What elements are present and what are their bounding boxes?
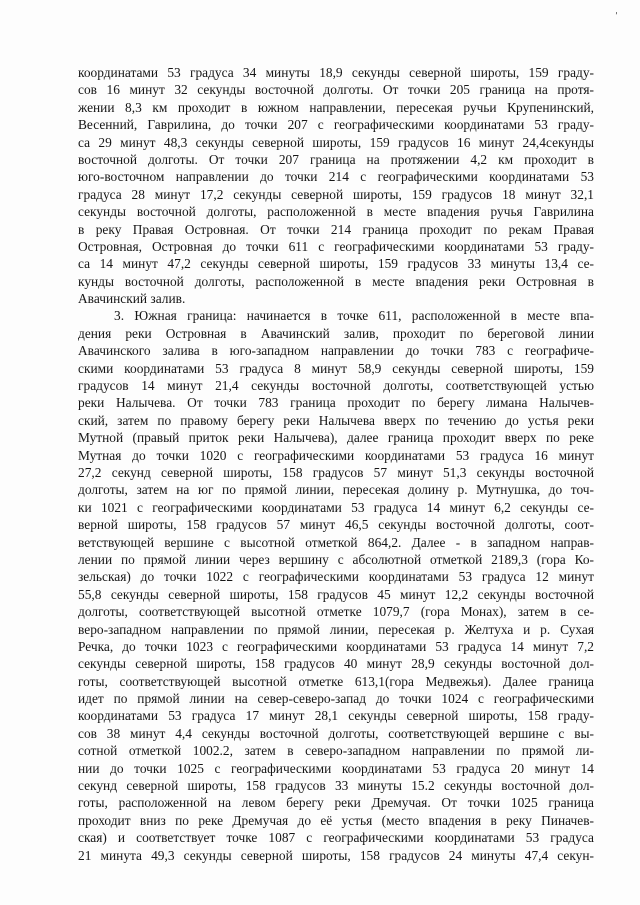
text-line: координатами 53 градуса 17 минут 28,1 секунды северной широты, 158 граду- bbox=[78, 708, 594, 724]
text-line: восточной долготы. От точки 207 граница на протяжении 4,2 км проходит в bbox=[78, 151, 594, 167]
text-line: 55,8 секунды северной широты, 158 градусов 45 минут 12,2 секунды восточной bbox=[78, 586, 594, 602]
page-corner-mark: - bbox=[610, 10, 621, 16]
text-line: Речка, до точки 1023 с географическими координатами 53 градуса 14 минут 7,2 bbox=[78, 638, 594, 654]
text-line: градусов 14 минут 21,4 секунды восточной долготы, соответствующей устью bbox=[78, 378, 594, 394]
text-line: Авачинский залив. bbox=[78, 291, 186, 307]
text-line: долготы, соответствующей высотной отметке 1079,7 (гора Монах), затем в се- bbox=[78, 604, 594, 620]
text-line: са 29 минут 48,3 секунды северной широты, 159 градусов 16 минут 24,4секунды bbox=[78, 134, 594, 150]
text-line: Островная, Островная до точки 611 с географическими координатами 53 граду- bbox=[78, 238, 594, 254]
text-line: координатами 53 градуса 34 минуты 18,9 секунды северной широты, 159 граду- bbox=[78, 65, 594, 80]
text-line: градуса 28 минут 17,2 секунды северной широты, 159 градусов 18 минут 32,1 bbox=[78, 186, 594, 202]
text-line: зельская) до точки 1022 с географическими координатами 53 градуса 12 минут bbox=[78, 569, 594, 585]
text-line: лении по прямой линии через вершину с абсолютной отметкой 2189,3 (гора Ко- bbox=[78, 551, 594, 567]
text-line: скими координатами 53 градуса 8 минут 58,9 секунды северной широты, 159 bbox=[78, 360, 594, 376]
text-line: готы, расположенной на левом берегу реки Дремучая. От точки 1025 граница bbox=[78, 795, 594, 811]
text-line: проходит вниз по реке Дремучая до её устья (место впадения в реку Пиначев- bbox=[78, 812, 594, 828]
text-line: са 14 минут 47,2 секунды северной широты, 159 градусов 33 минуты 13,4 се- bbox=[78, 256, 594, 272]
text-line: идет по прямой линии на север-северо-запад до точки 1024 с географическими bbox=[78, 691, 594, 707]
text-line: дения реки Островная в Авачинский залив, проходит по береговой линии bbox=[78, 325, 594, 341]
text-line: Авачинского залива в юго-западном направлении до точки 783 с географиче- bbox=[78, 343, 594, 359]
text-line: 27,2 секунд северной широты, 158 градусов 57 минут 51,3 секунды восточной bbox=[78, 464, 594, 480]
text-line: сов 38 минут 4,4 секунды восточной долготы, соответствующей вершине с вы- bbox=[78, 725, 594, 741]
text-line: в реку Правая Островная. От точки 214 граница проходит по рекам Правая bbox=[78, 221, 594, 237]
text-line: секунд северной широты, 158 градусов 33 минуты 15.2 секунды восточной дол- bbox=[78, 778, 594, 794]
text-line: секунды восточной долготы, расположенной в месте впадения ручья Гаврилина bbox=[78, 204, 594, 220]
document-body-text bbox=[78, 64, 594, 864]
text-line: верной широты, 158 градусов 57 минут 46,5 секунды восточной долготы, соот- bbox=[78, 517, 594, 533]
text-line: ская) и соответствует точке 1087 с географическими координатами 53 градуса bbox=[78, 830, 594, 846]
text-line: нии до точки 1025 с географическими координатами 53 градуса 20 минут 14 bbox=[78, 760, 594, 776]
text-line: долготы, затем на юг по прямой линии, пересекая долину р. Мутнушка, до точ- bbox=[78, 482, 594, 498]
text-line: Мутной (правый приток реки Налычева), далее граница проходит вверх по реке bbox=[78, 430, 594, 446]
text-line: жении 8,3 км проходит в южном направлении, пересекая ручьи Крупенинский, bbox=[78, 99, 594, 115]
text-line: ский, затем по правому берегу реки Налычева вверх по течению до устья реки bbox=[78, 412, 594, 428]
text-line: кунды восточной долготы, расположенной в месте впадения реки Островная в bbox=[78, 273, 594, 289]
text-line: Мутная до точки 1020 с географическими координатами 53 градуса 16 минут bbox=[78, 447, 594, 463]
text-line: готы, соответствующей высотной отметке 613,1(гора Медвежья). Далее граница bbox=[78, 673, 594, 689]
text-line: реки Налычева. От точки 783 граница проходит по берегу лимана Налычев- bbox=[78, 395, 594, 411]
text-line: сотной отметкой 1002.2, затем в северо-западном направлении по прямой ли- bbox=[78, 743, 594, 759]
text-line: веро-западном направлении по прямой линии, пересекая р. Желтуха и р. Сухая bbox=[78, 621, 594, 637]
text-line: Весенний, Гаврилина, до точки 207 с географическими координатами 53 граду- bbox=[78, 117, 594, 133]
text-line: сов 16 минут 32 секунды восточной долготы. От точки 205 граница на протя- bbox=[78, 82, 594, 98]
section-heading-line: 3. Южная граница: начинается в точке 611, расположенной в месте впа- bbox=[114, 308, 594, 324]
text-line: ки 1021 с географическими координатами 53 градуса 14 минут 6,2 секунды се- bbox=[78, 499, 594, 515]
text-line: ветствующей вершине с высотной отметкой 864,2. Далее - в западном направ- bbox=[78, 534, 594, 550]
text-line: 21 минута 49,3 секунды северной широты, 158 градусов 24 минуты 47,4 секун- bbox=[78, 847, 594, 863]
text-line: юго-восточном направлении до точки 214 с географическими координатами 53 bbox=[78, 169, 594, 185]
text-line: секунды северной широты, 158 градусов 40 минут 28,9 секунды восточной дол- bbox=[78, 656, 594, 672]
